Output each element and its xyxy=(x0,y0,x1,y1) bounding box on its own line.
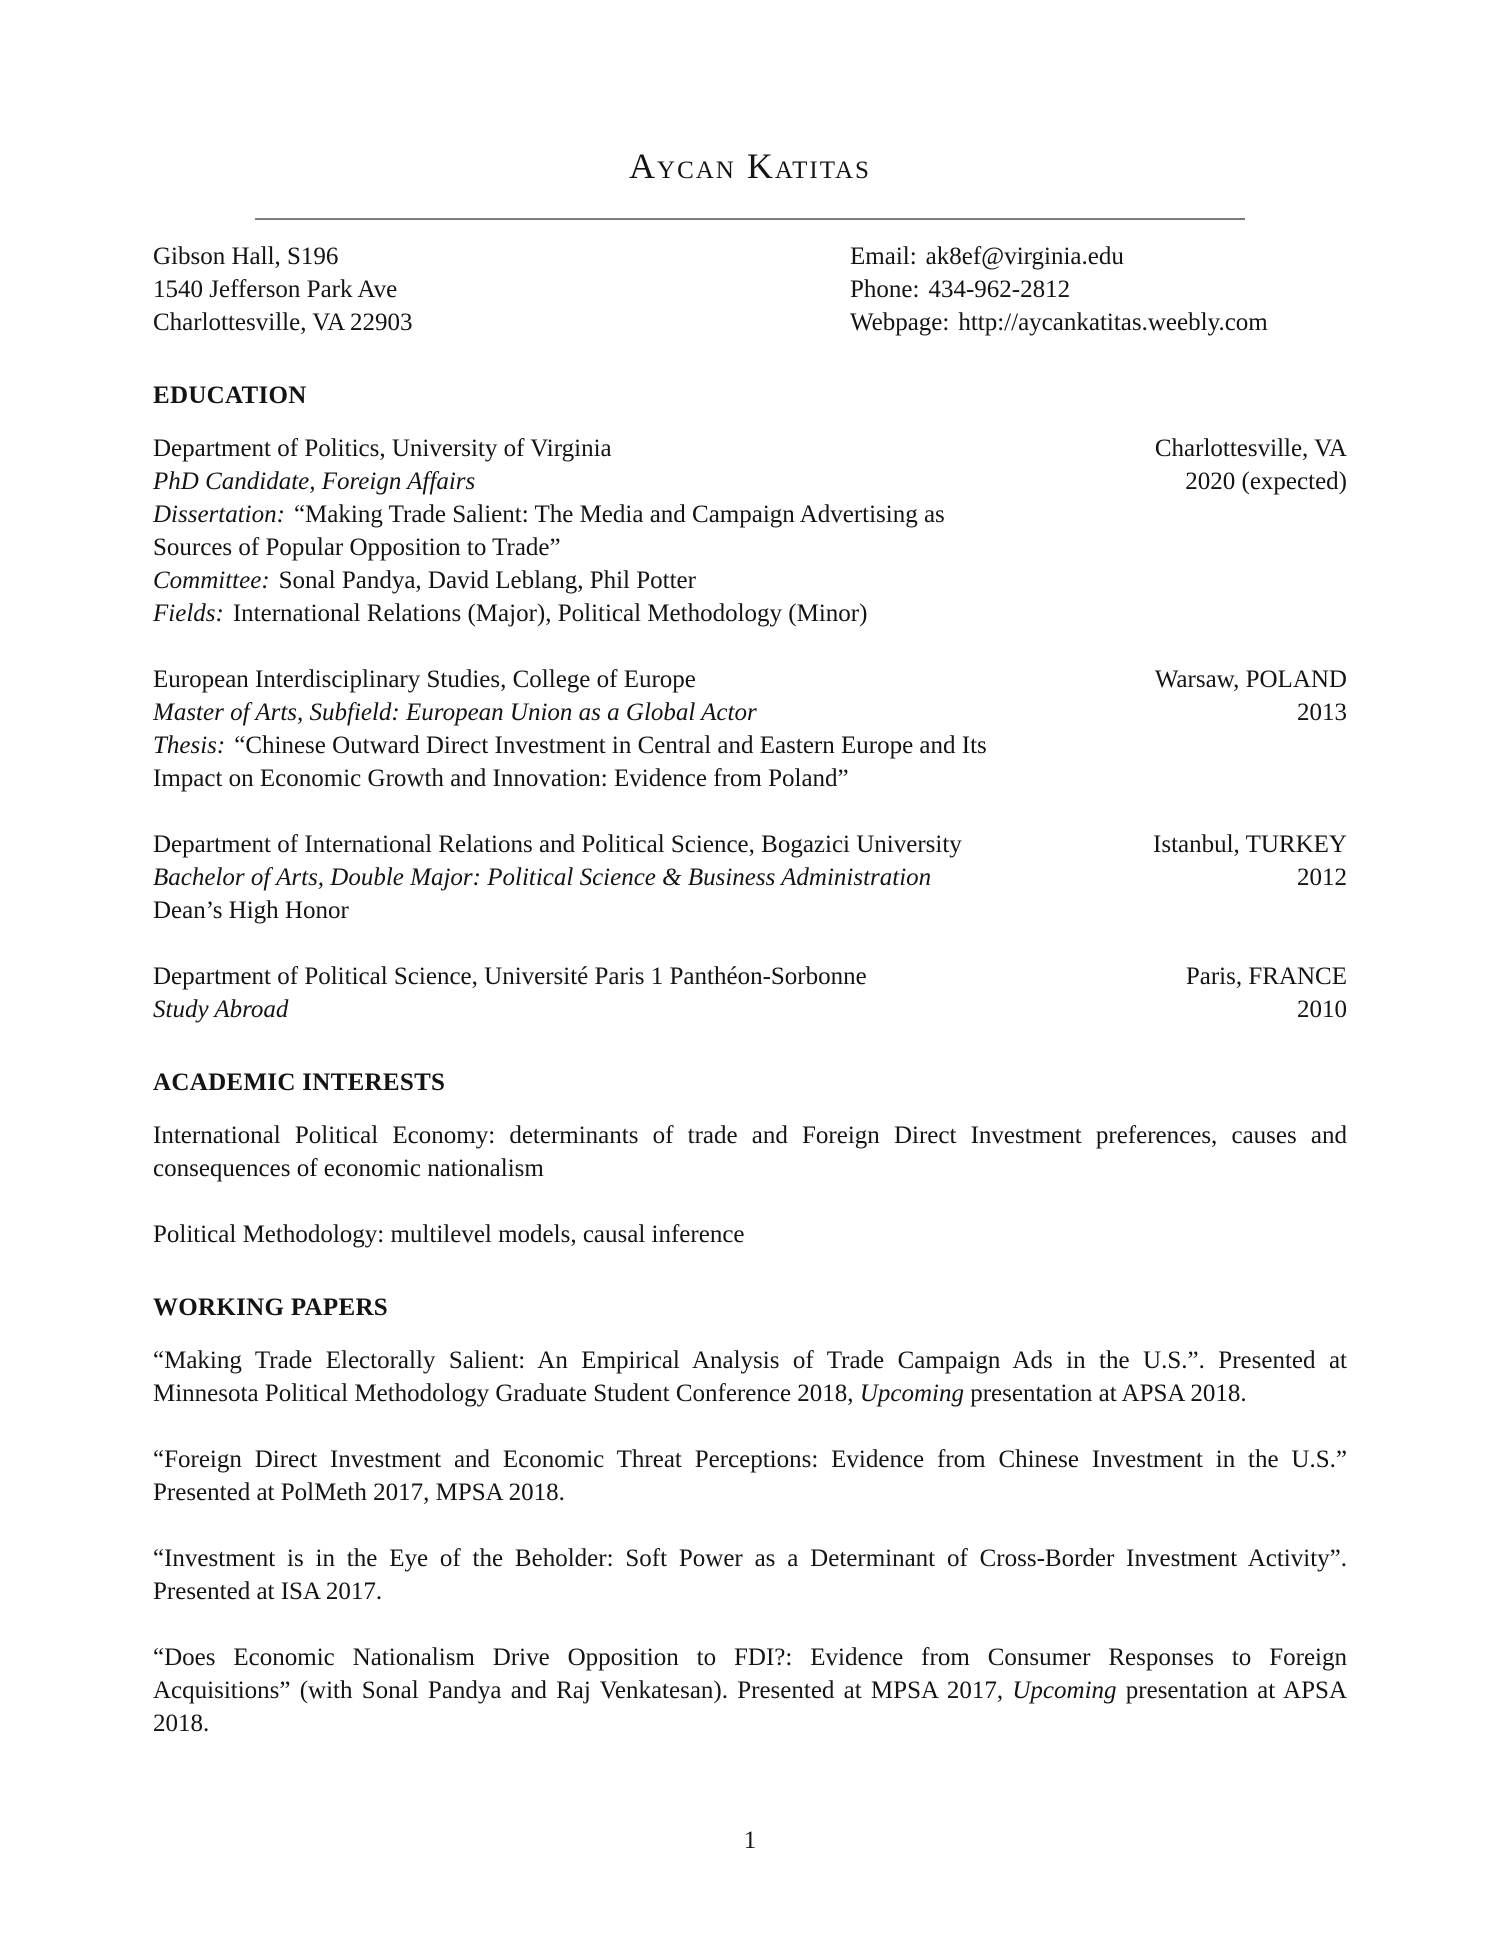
fields-label: Fields: xyxy=(153,600,224,627)
institution-location: Charlottesville, VA xyxy=(1154,435,1347,462)
academic-interest-paragraph: Political Methodology: multilevel models, causal inference xyxy=(153,1221,745,1248)
degree-row xyxy=(153,696,1347,729)
phone-label: Phone: xyxy=(850,276,920,303)
degree-date: 2013 xyxy=(1297,699,1347,726)
institution-location: Istanbul, TURKEY xyxy=(1153,831,1347,858)
institution-name: Department of International Relations and Political Science, Bogazici University xyxy=(153,831,962,858)
degree: Bachelor of Arts, Double Major: Political Science & Business Administration xyxy=(153,864,932,891)
email-label: Email: xyxy=(850,243,917,270)
address-line-2: 1540 Jefferson Park Ave xyxy=(153,276,398,303)
honor-line: Dean’s High Honor xyxy=(153,897,349,924)
working-paper-emphasis: Upcoming xyxy=(1012,1677,1117,1704)
email-value: ak8ef@virginia.edu xyxy=(925,243,1124,270)
contact-email xyxy=(850,240,1268,273)
education-entry xyxy=(153,960,1347,1026)
page-title: Aycan Katitas xyxy=(629,146,871,186)
working-paper-text: “Investment is in the Eye of the Beholder: Soft Power as a Determinant of Cross-Border Investment Activity”. Presented at ISA 2017. xyxy=(153,1545,1347,1605)
institution-name: European Interdisciplinary Studies, College of Europe xyxy=(153,666,696,693)
working-paper xyxy=(153,1542,1347,1608)
degree: PhD Candidate, Foreign Affairs xyxy=(153,468,476,495)
working-paper-text: “Making Trade Electorally Salient: An Empirical Analysis of Trade Campaign Ads in the U.S.”. Presented at Minnesota Political Methodology Graduate Student Conference 2018, xyxy=(153,1347,1347,1407)
degree-date: 2012 xyxy=(1297,864,1347,891)
education-entry xyxy=(153,432,1347,630)
title-divider xyxy=(255,218,1245,220)
working-paper-text: presentation at APSA 2018. xyxy=(963,1380,1247,1407)
working-paper-text: “Does Economic Nationalism Drive Opposition to FDI?: Evidence from Consumer Responses to Foreign Acquisitions” (with Sonal Pandya and Raj Venkatesan). Presented at MPSA 2017, xyxy=(153,1644,1347,1704)
address-line-1: Gibson Hall, S196 xyxy=(153,243,339,270)
education-entry xyxy=(153,828,1347,927)
working-paper-emphasis: Upcoming xyxy=(859,1380,964,1407)
working-paper xyxy=(153,1443,1347,1509)
contact-details-block xyxy=(850,240,1268,339)
working-paper xyxy=(153,1641,1347,1740)
degree-row xyxy=(153,861,1347,894)
dissertation-label: Dissertation: xyxy=(153,501,285,528)
committee-label: Committee: xyxy=(153,567,270,594)
contact-phone xyxy=(850,273,1268,306)
degree-row xyxy=(153,465,1347,498)
dissertation-text: “Making Trade Salient: The Media and Campaign Advertising as Sources of Popular Opposition to Trade” xyxy=(153,501,945,561)
address-line-3: Charlottesville, VA 22903 xyxy=(153,309,413,336)
section-heading-working-papers: WORKING PAPERS xyxy=(153,1294,388,1321)
section-heading-education: EDUCATION xyxy=(153,382,307,409)
degree-date: 2020 (expected) xyxy=(1185,468,1347,495)
working-paper-text: presentation at APSA 2018. xyxy=(153,1677,1347,1737)
degree: Master of Arts, Subfield: European Union as a Global Actor xyxy=(153,699,757,726)
page-number: 1 xyxy=(743,1827,757,1854)
committee-line xyxy=(153,564,1013,597)
dissertation-line xyxy=(153,498,1013,564)
webpage-label: Webpage: xyxy=(850,309,950,336)
institution-location: Warsaw, POLAND xyxy=(1154,666,1347,693)
institution-location: Paris, FRANCE xyxy=(1185,963,1347,990)
contact-block xyxy=(153,240,1347,339)
academic-interest-paragraph: International Political Economy: determinants of trade and Foreign Direct Investment preferences, causes and consequences of economic nationalism xyxy=(153,1122,1347,1182)
webpage-value: http://aycankatitas.weebly.com xyxy=(958,309,1268,336)
phone-value: 434-962-2812 xyxy=(928,276,1071,303)
degree-date: 2010 xyxy=(1297,996,1347,1023)
institution-row xyxy=(153,432,1347,465)
section-heading-academic-interests: ACADEMIC INTERESTS xyxy=(153,1069,446,1096)
institution-row xyxy=(153,663,1347,696)
thesis-label: Thesis: xyxy=(153,732,226,759)
institution-row xyxy=(153,960,1347,993)
working-paper-text: “Foreign Direct Investment and Economic Threat Perceptions: Evidence from Chinese Investment in the U.S.” Presented at PolMeth 2017, MPSA 2018. xyxy=(153,1446,1347,1506)
fields-text: International Relations (Major), Political Methodology (Minor) xyxy=(232,600,868,627)
committee-text: Sonal Pandya, David Leblang, Phil Potter xyxy=(278,567,696,594)
institution-name: Department of Political Science, Université Paris 1 Panthéon-Sorbonne xyxy=(153,963,867,990)
degree: Study Abroad xyxy=(153,996,289,1023)
contact-webpage xyxy=(850,306,1268,339)
institution-row xyxy=(153,828,1347,861)
working-paper xyxy=(153,1344,1347,1410)
degree-row xyxy=(153,993,1347,1026)
institution-name: Department of Politics, University of Virginia xyxy=(153,435,612,462)
education-entry xyxy=(153,663,1347,795)
thesis-line xyxy=(153,729,1013,795)
thesis-text: “Chinese Outward Direct Investment in Central and Eastern Europe and Its Impact on Economic Growth and Innovation: Evidence from Poland” xyxy=(153,732,987,792)
fields-line xyxy=(153,597,1013,630)
address-block xyxy=(153,240,413,339)
